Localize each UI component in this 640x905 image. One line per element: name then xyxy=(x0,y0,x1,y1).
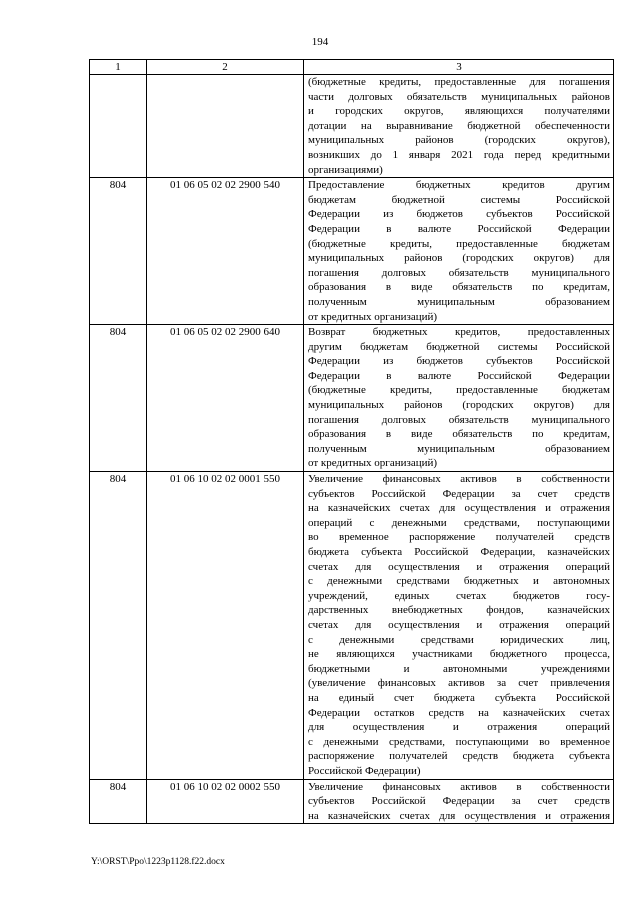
admin-code-cell: 804 xyxy=(90,472,147,779)
description-line: с денежными средствами юридических лиц, xyxy=(308,633,610,646)
header-col-1: 1 xyxy=(90,60,147,75)
description-line: (бюджетные кредиты, предоставленные для погашения xyxy=(308,76,610,88)
budget-table xyxy=(89,59,614,824)
description-line: Федерации остатков средств на казначейских счетах xyxy=(308,706,610,719)
description-cell xyxy=(304,178,614,325)
description-line: организациями) xyxy=(308,163,383,176)
description-line: счетах для осуществления и отражения операций xyxy=(308,560,610,573)
classification-code-cell: 01 06 05 02 02 2900 540 xyxy=(147,178,304,325)
description-cell xyxy=(304,779,614,824)
description-line: с денежными средствами бюджетных и автономных xyxy=(308,575,610,588)
header-col-2: 2 xyxy=(147,60,304,75)
description-line: муниципальных районов (городских округов) для xyxy=(308,399,610,412)
table-row xyxy=(90,779,614,824)
description-cell xyxy=(304,75,614,178)
description-line: дарственных внебюджетных фондов, казначейских xyxy=(308,604,610,617)
description-line: бюджетам бюджетной системы Российской xyxy=(308,193,610,206)
description-line: счетах для осуществления и отражения операций xyxy=(308,618,610,631)
description-line: (бюджетные кредиты, предоставленные бюджетам xyxy=(308,384,610,397)
description-line: Федерации из бюджетов субъектов Российской xyxy=(308,208,610,221)
description-line: (увеличение финансовых активов за счет привлечения xyxy=(308,677,610,690)
description-line: возникших до 1 января 2021 года перед кредитными xyxy=(308,148,610,161)
description-line: бюджетными и автономными учреждениями xyxy=(308,662,610,675)
description-line: Федерации в валюте Российской Федерации xyxy=(308,222,610,235)
description-line: учреждений, единых счетах бюджетов госу- xyxy=(308,589,610,602)
description-line: распоряжение получателей средств бюджета субъекта xyxy=(308,750,610,763)
classification-code-cell: 01 06 10 02 02 0002 550 xyxy=(147,779,304,824)
description-line: Увеличение финансовых активов в собственности xyxy=(308,780,610,793)
admin-code-cell: 804 xyxy=(90,178,147,325)
description-line: другим бюджетам бюджетной системы Российской xyxy=(308,340,610,353)
description-line: муниципальных районов (городских округов) для xyxy=(308,252,610,265)
table-row xyxy=(90,325,614,472)
table-row xyxy=(90,472,614,779)
description-line: погашения долговых обязательств муниципального xyxy=(308,266,610,279)
description-line: от кредитных организаций) xyxy=(308,310,438,323)
description-line: во временное распоряжение получателей средств xyxy=(308,531,610,544)
description-line: дотации на выравнивание бюджетной обеспеченности xyxy=(308,119,610,132)
table-header-row xyxy=(90,60,614,75)
description-line: операций с денежными средствами, поступающими xyxy=(308,516,610,529)
description-cell xyxy=(304,472,614,779)
description-line: и городских округов, являющихся получателями xyxy=(308,105,610,118)
description-line: погашения долговых обязательств муниципального xyxy=(308,413,610,426)
description-line: Федерации из бюджетов субъектов Российской xyxy=(308,355,610,368)
classification-code-cell: 01 06 05 02 02 2900 640 xyxy=(147,325,304,472)
description-line: от кредитных организаций) xyxy=(308,457,438,470)
description-line: образования в виде обязательств по кредитам, xyxy=(308,428,610,441)
description-line: на единый счет бюджета субъекта Российской xyxy=(308,691,610,704)
description-line: на казначейских счетах для осуществления и отражения xyxy=(308,809,610,822)
description-line: полученным муниципальным образованием xyxy=(308,295,610,308)
description-line: для осуществления и отражения операций xyxy=(308,721,610,734)
file-path-footer: Y:\ORST\Ppo\1223p1128.f22.docx xyxy=(91,857,225,867)
description-line: части долговых обязательств муниципальных районов xyxy=(308,90,610,103)
table-row xyxy=(90,75,614,178)
table-body xyxy=(90,75,614,824)
admin-code-cell: 804 xyxy=(90,325,147,472)
classification-code-cell xyxy=(147,75,304,178)
description-line: Предоставление бюджетных кредитов другим xyxy=(308,179,610,192)
description-line: субъектов Российской Федерации за счет средств xyxy=(308,487,610,500)
description-line: полученным муниципальным образованием xyxy=(308,442,610,455)
description-cell xyxy=(304,325,614,472)
admin-code-cell: 804 xyxy=(90,779,147,824)
description-line: субъектов Российской Федерации за счет средств xyxy=(308,795,610,808)
description-line: (бюджетные кредиты, предоставленные бюджетам xyxy=(308,237,610,250)
admin-code-cell xyxy=(90,75,147,178)
description-line: не являющихся участниками бюджетного процесса, xyxy=(308,648,610,661)
classification-code-cell: 01 06 10 02 02 0001 550 xyxy=(147,472,304,779)
description-line: бюджета субъекта Российской Федерации, казначейских xyxy=(308,546,610,558)
description-line: Федерации в валюте Российской Федерации xyxy=(308,369,610,382)
header-col-3: 3 xyxy=(304,60,614,75)
description-line: Возврат бюджетных кредитов, предоставленных xyxy=(308,326,610,339)
description-line: на казначейских счетах для осуществления и отражения xyxy=(308,502,610,515)
description-line: с денежными средствами, поступающими во временное xyxy=(308,735,610,748)
description-line: Российской Федерации) xyxy=(308,764,421,777)
description-line: муниципальных районов (городских округов), xyxy=(308,134,610,147)
table-row xyxy=(90,178,614,325)
description-line: Увеличение финансовых активов в собственности xyxy=(308,473,610,486)
description-line: образования в виде обязательств по кредитам, xyxy=(308,281,610,294)
page-number: 194 xyxy=(311,36,329,48)
